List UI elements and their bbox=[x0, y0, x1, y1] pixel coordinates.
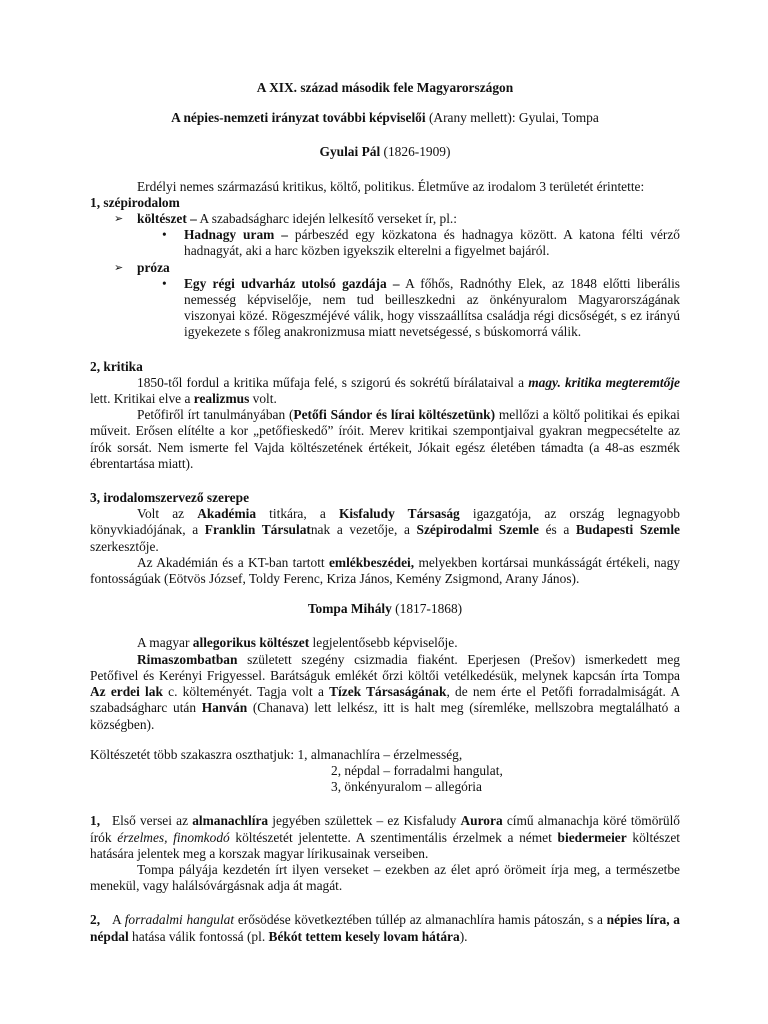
poetry-item: ➢ költészet – A szabadságharc idején lelkesítő verseket ír, pl.: bbox=[114, 211, 457, 227]
periods-intro: Költészetét több szakaszra oszthatjuk: 1, almanachlíra – érzelmesség, bbox=[90, 746, 463, 762]
novel-item: • Egy régi udvarház utolsó gazdája – A főhős, Radnóthy Elek, az 1848 előtti liberális nemesség képviselője, nem tud beilleszkedni az önkényuralom Magyarországának viszonyai közé. Rögeszméjévé válik, hogy visszaállítsa családja régi dicsőségét, s ez irányú igyekezete s főleg anakronizmusa miatt nevetségessé, s búskomorrá válik. bbox=[162, 275, 681, 340]
stage-1-paragraph-2: Tompa pályája kezdetén írt ilyen verseket – ezekben az élet apró örömeit írja meg, a természetbe menekül, vagy halálsóvárgásnak adja át magát. bbox=[90, 861, 680, 894]
criticism-paragraph-1: 1850-től fordul a kritika műfaja felé, s szigorú és sokrétű bírálataival a magy. kritika megteremtője lett. Kritikai elve a realizmus volt. bbox=[90, 374, 681, 407]
stage-1-paragraph: 1, Első versei az almanachlíra jegyében születtek – ez Kisfaludy Aurora című almanachja köré tömörülő írók érzelmes, finomkodó költészetét jelentette. A szentimentális érzelmek a német biedermeier költészet hatására jelentek meg a korszak magyar lírikusainak verseiben. bbox=[90, 813, 680, 861]
bullet-icon: • bbox=[162, 227, 167, 243]
tompa-paragraph-2: Rimaszombatban született szegény csizmadia fiaként. Eperjesen (Prešov) ismerkedett meg Petőfivel és Kerényi Frigyessel. Barátságuk emlékét őrzi költői vetélkedésük, melynek kapcsán írta Tompa Az erdei lak c. költeményét. Tagja volt a Tízek Társaságának, de nem érte el Petőfi forradalmiságát. A szabadságharc után Hanván (Chanava) lett lelkész, itt is halt meg (síremléke, mellszobra megtalálható a községben). bbox=[90, 651, 680, 732]
gyulai-heading: Gyulai Pál (1826-1909) bbox=[319, 144, 451, 160]
organizer-paragraph-1: Volt az Akadémia titkára, a Kisfaludy Társaság igazgatója, az ország legnagyobb könyvkiadójának, a Franklin Társulatnak a vezetője, a Szépirodalmi Szemle és a Budapesti Szemle szerkesztője. bbox=[90, 506, 680, 554]
document-subtitle: A népies-nemzeti irányzat további képviselői (Arany mellett): Gyulai, Tompa bbox=[171, 110, 599, 126]
poem-item: • Hadnagy uram – párbeszéd egy közkatona és hadnagya között. A katona félti vérző hadnagyát, aki a harc közben igyekszik elterelni a figyelmet bajáról. bbox=[162, 227, 680, 259]
period-2: 2, népdal – forradalmi hangulat, bbox=[331, 762, 503, 778]
tompa-heading: Tompa Mihály (1817-1868) bbox=[307, 601, 463, 617]
tompa-paragraph-1: A magyar allegorikus költészet legjelentősebb képviselője. bbox=[137, 635, 458, 651]
section-3-title: 3, irodalomszervező szerepe bbox=[90, 490, 250, 506]
arrow-bullet-icon: ➢ bbox=[114, 213, 124, 226]
section-1-title: 1, szépirodalom bbox=[90, 194, 180, 210]
stage-2-paragraph: 2, A forradalmi hangulat erősödése következtében túllép az almanachlíra hamis pátoszán, s a népies líra, a népdal hatása válik fontossá (pl. Békót tettem kesely lovam hátára). bbox=[90, 912, 681, 944]
bullet-icon: • bbox=[162, 275, 167, 291]
arrow-bullet-icon: ➢ bbox=[114, 261, 124, 274]
period-3: 3, önkényuralom – allegória bbox=[331, 779, 482, 795]
organizer-paragraph-2: Az Akadémián és a KT-ban tartott emlékbeszédei, melyekben kortársai munkásságát értékeli, nagy fontosságúak (Eötvös József, Toldy Ferenc, Kriza János, Kemény Zsigmond, Arany János). bbox=[90, 554, 680, 587]
prose-item: ➢ próza bbox=[114, 259, 170, 275]
gyulai-intro: Erdélyi nemes származású kritikus, költő, politikus. Életműve az irodalom 3 területét érintette: bbox=[137, 178, 645, 194]
section-2-title: 2, kritika bbox=[90, 358, 143, 374]
document-title: A XIX. század második fele Magyarországon bbox=[256, 80, 514, 95]
criticism-paragraph-2: Petőfiről írt tanulmányában (Petőfi Sándor és lírai költészetünk) mellőzi a költő politikai és epikai műveit. Erősen elítélte a kor „petőfieskedő” íróit. Merev kritikai szempontjaival gyakran megpecsételte az írók sorsát. Nem ismerte fel Vajda költészetének értékeit, Jókait egész életében támadta (a 48-as eszmék ébrentartása miatt). bbox=[90, 407, 681, 471]
